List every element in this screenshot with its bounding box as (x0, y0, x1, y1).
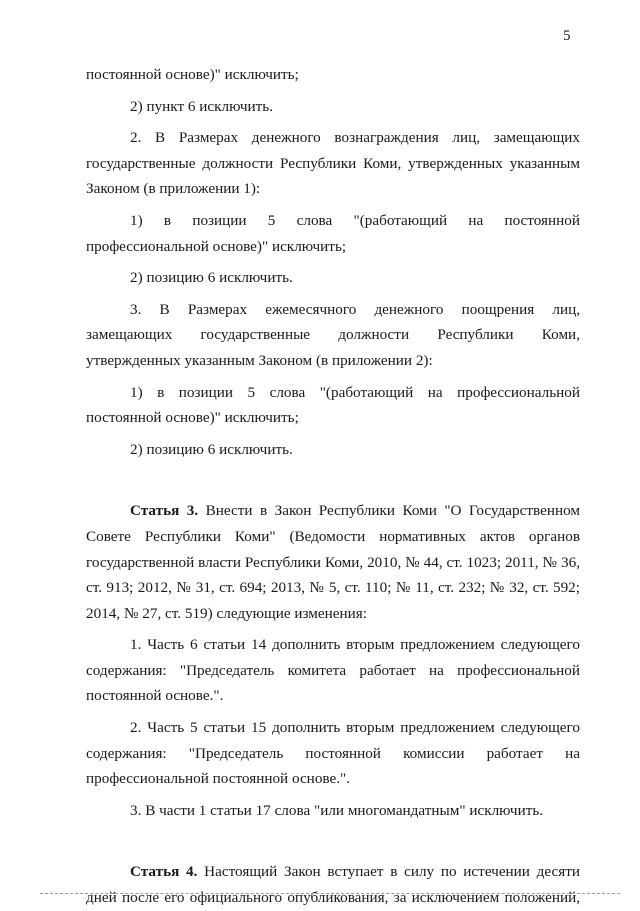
article-text: Настоящий Закон вступает в силу по истечении десяти дней после его официального опубликования, за исключением положений, (86, 863, 580, 907)
paragraph: 1) в позиции 5 слова "(работающий на профессиональной постоянной основе)" исключить; (86, 383, 580, 427)
paragraph: 2. В Размерах денежного вознаграждения лиц, замещающих государственные должности Республики Коми, утвержденных указанным Законом (в приложении 1): (86, 129, 580, 198)
article-3-paragraph (86, 498, 580, 626)
scan-edge-line (40, 893, 620, 894)
page-number: 5 (563, 28, 571, 44)
article-heading: Статья 3. (130, 502, 199, 520)
article-heading: Статья 4. (130, 863, 198, 881)
paragraph: 2) позицию 6 исключить. (130, 269, 293, 287)
paragraph: 1. Часть 6 статьи 14 дополнить вторым предложением следующего содержания: "Председатель комитета работает на профессиональной постоянной основе.". (86, 636, 580, 705)
paragraph: 3. В Размерах ежемесячного денежного поощрения лиц, замещающих государственные должности Республики Коми, утвержденных указанным Законом (в приложении 2): (86, 300, 580, 369)
document-body (86, 62, 580, 911)
article-4-paragraph (86, 859, 580, 910)
article-text: Внести в Закон Республики Коми "О Государственном Совете Республики Коми" (Ведомости нормативных актов органов государственной власти Республики Коми, 2010, № 44, ст. 1023; 2011, № 36, ст. 913; 2012, № 31, ст. 694; 2013, № 5, ст. 110; № 11, ст. 232; № 32, ст. 592; 2014, № 27, ст. 519) следующие изменения: (86, 502, 580, 622)
paragraph: постоянной основе)" исключить; (86, 66, 299, 83)
paragraph: 3. В части 1 статьи 17 слова "или многомандатным" исключить. (130, 801, 544, 819)
paragraph: 2. Часть 5 статьи 15 дополнить вторым предложением следующего содержания: "Председатель постоянной комиссии работает на профессиональной постоянной основе.". (86, 719, 580, 788)
paragraph: 2) позицию 6 исключить. (130, 440, 293, 458)
paragraph: 1) в позиции 5 слова "(работающий на постоянной профессиональной основе)" исключить; (86, 211, 580, 255)
paragraph: 2) пункт 6 исключить. (130, 97, 274, 115)
